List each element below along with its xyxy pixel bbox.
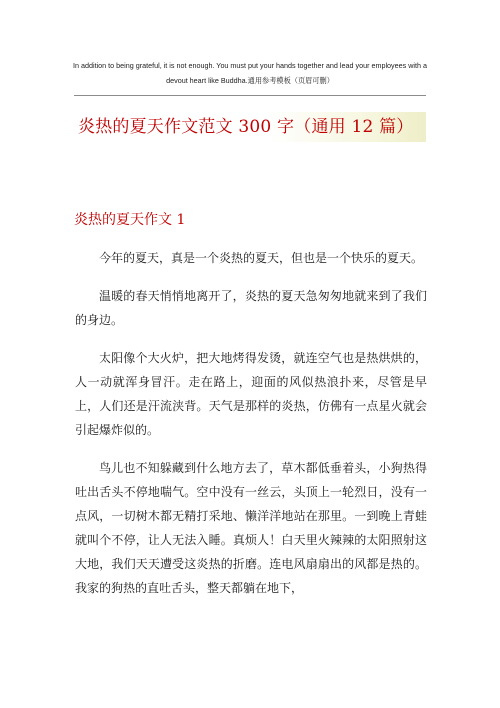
page-header: [72, 58, 428, 88]
header-line-1: In addition to being grateful, it is not enough. You must put your hands together and lead your employees with a: [72, 61, 428, 70]
essay-body: [75, 246, 427, 614]
document-title: 炎热的夏天作文范文 300 字（通用 12 篇）: [74, 112, 426, 142]
paragraph: 温暖的春天悄悄地离开了，炎热的夏天急匆匆地就来到了我们的身边。: [75, 289, 427, 327]
paragraph: 鸟儿也不知躲藏到什么地方去了，草木都低垂着头，小狗热得吐出舌头不停地喘气。空中没有一丝云，头顶上一轮烈日，没有一点风，一切树木都无精打采地、懒洋洋地站在那里。一到晚上青蛙就叫个不停，让人无法入睡。真烦人！白天里火辣辣的太阳照射这大地，我们天天遭受这炎热的折磨。连电风扇扇出的风都是热的。我家的狗热的直吐舌头，整天都躺在地下，: [75, 461, 427, 595]
section-title: 炎热的夏天作文 1: [74, 212, 186, 228]
header-line-2: devout heart like Buddha.通用参考模板（页眉可删）: [166, 76, 334, 85]
paragraph: 今年的夏天，真是一个炎热的夏天，但也是一个快乐的夏天。: [99, 251, 424, 265]
paragraph: 太阳像个大火炉，把大地烤得发烫，就连空气也是热烘烘的，人一动就浑身冒汗。走在路上，迎面的风似热浪扑来，尽管是早上，人们还是汗流浃背。天气是那样的炎热，仿佛有一点星火就会引起爆炸似的。: [75, 351, 427, 437]
header-divider: [74, 95, 426, 96]
